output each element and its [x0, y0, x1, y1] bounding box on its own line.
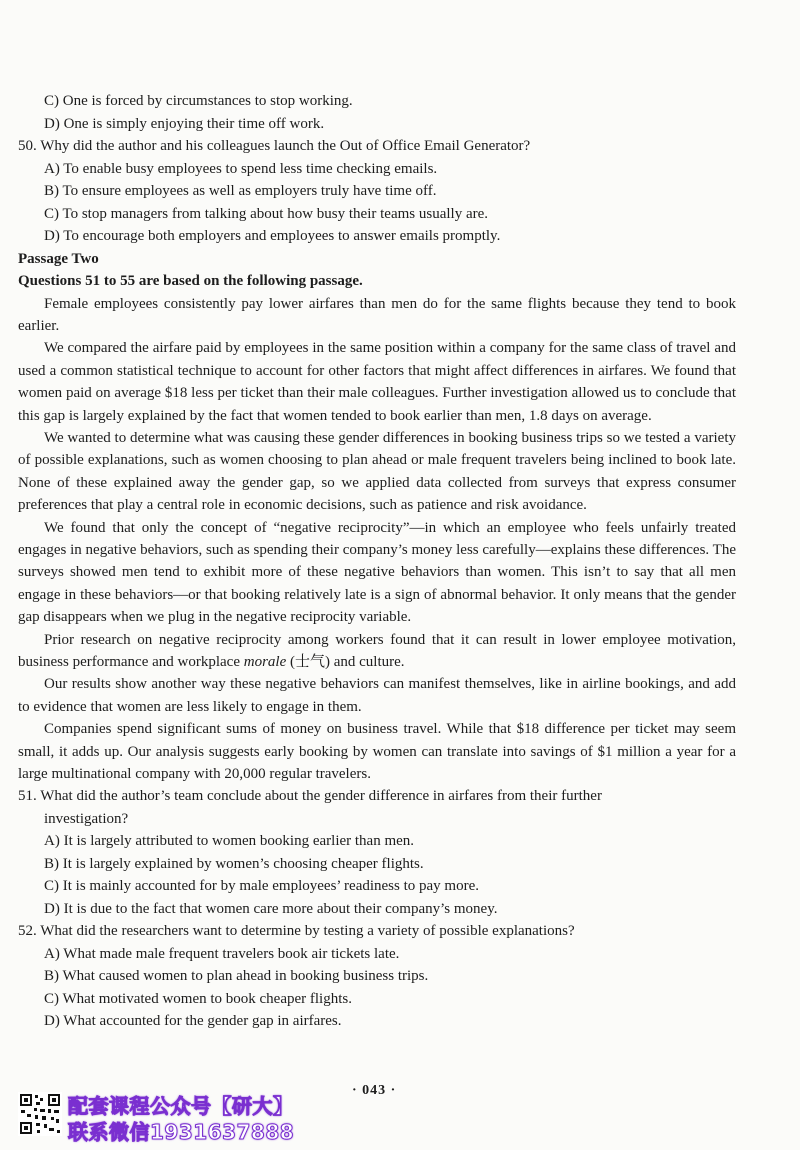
- option-49-c: C) One is forced by circumstances to stop working.: [44, 93, 353, 109]
- passage-paragraph: [18, 629, 736, 674]
- page-content: [18, 90, 736, 1033]
- passage-instruction: Questions 51 to 55 are based on the following passage.: [18, 273, 363, 289]
- question-50: 50. Why did the author and his colleagues launch the Out of Office Email Generator?: [18, 138, 531, 154]
- promo-text-line2: 联系微信1931637888: [68, 1120, 295, 1144]
- passage-paragraph: Our results show another way these negative behaviors can manifest themselves, like in airline bookings, and add to evidence that women are less likely to engage in them.: [18, 676, 736, 715]
- option-49-d: D) One is simply enjoying their time off work.: [44, 115, 325, 132]
- option-50-d: D) To encourage both employers and employees to answer emails promptly.: [44, 228, 501, 244]
- passage-paragraph: We wanted to determine what was causing these gender differences in booking business trips so we tested a variety of possible explanations, such as women choosing to plan ahead or male frequent travelers being inclined to book late. None of these explained away the gender gap, so we applied data collected from surveys that express consumer preferences that play a central role in economic decisions, such as patience and risk avoidance.: [18, 429, 736, 514]
- passage-paragraph: We found that only the concept of “negative reciprocity”—in which an employee who feels unfairly treated engages in negative behaviors, such as spending their company’s money less carefully—explains these differences. The surveys showed men tend to exhibit more of these negative behaviors than women. This isn’t to say that all men engage in these behaviors—or that booking relatively late is a sign of abnormal behavior. It only means that the gender gap disappears when we plug in the negative reciprocity variable.: [18, 519, 736, 626]
- question-51-continued: investigation?: [44, 810, 129, 827]
- paragraph-text: Prior research on negative reciprocity among workers found that it can result in lower employee motivation, business performance and workplace: [18, 631, 736, 670]
- paragraph-text: (士气) and culture.: [286, 654, 405, 670]
- option-51-b: B) It is largely explained by women’s choosing cheaper flights.: [44, 855, 424, 872]
- option-51-c: C) It is mainly accounted for by male employees’ readiness to pay more.: [44, 878, 479, 895]
- option-52-c: C) What motivated women to book cheaper flights.: [44, 990, 352, 1007]
- passage-paragraph: We compared the airfare paid by employees in the same position within a company for the same class of travel and used a common statistical technique to account for other factors that might affect differences in airfares. We found that women paid on average $18 less per ticket than their male colleagues. Further investigation allowed us to conclude that this gap is largely explained by the fact that women tended to book earlier than men, 1.8 days on average.: [18, 340, 736, 424]
- promo-text-line1: 配套课程公众号【研大】: [68, 1094, 294, 1118]
- qr-code-icon[interactable]: [18, 1092, 62, 1136]
- option-50-a: A) To enable busy employees to spend less time checking emails.: [44, 160, 438, 177]
- option-51-d: D) It is due to the fact that women care more about their company’s money.: [44, 900, 498, 917]
- option-50-c: C) To stop managers from talking about how busy their teams usually are.: [44, 205, 489, 222]
- option-51-a: A) It is largely attributed to women booking earlier than men.: [44, 833, 415, 850]
- option-52-b: B) What caused women to plan ahead in booking business trips.: [44, 968, 429, 985]
- page-number: · 043 ·: [352, 1083, 397, 1098]
- option-52-d: D) What accounted for the gender gap in airfares.: [44, 1013, 342, 1030]
- question-51: 51. What did the author’s team conclude about the gender difference in airfares from their further: [18, 788, 602, 805]
- option-52-a: A) What made male frequent travelers book air tickets late.: [44, 945, 400, 962]
- option-50-b: B) To ensure employees as well as employers truly have time off.: [44, 183, 437, 199]
- footer-promo: [18, 1092, 318, 1142]
- passage-paragraph: Companies spend significant sums of money on business travel. While that $18 difference per ticket may seem small, it adds up. Our analysis suggests early booking by women can translate into savings of $1 million a year for a large multinational company with 20,000 regular travelers.: [18, 721, 736, 783]
- passage-title: Passage Two: [18, 250, 99, 267]
- italic-term: morale: [243, 654, 287, 670]
- passage-paragraph: Female employees consistently pay lower airfares than men do for the same flights because they tend to book earlier.: [18, 295, 736, 334]
- question-52: 52. What did the researchers want to determine by testing a variety of possible explanations?: [18, 923, 575, 940]
